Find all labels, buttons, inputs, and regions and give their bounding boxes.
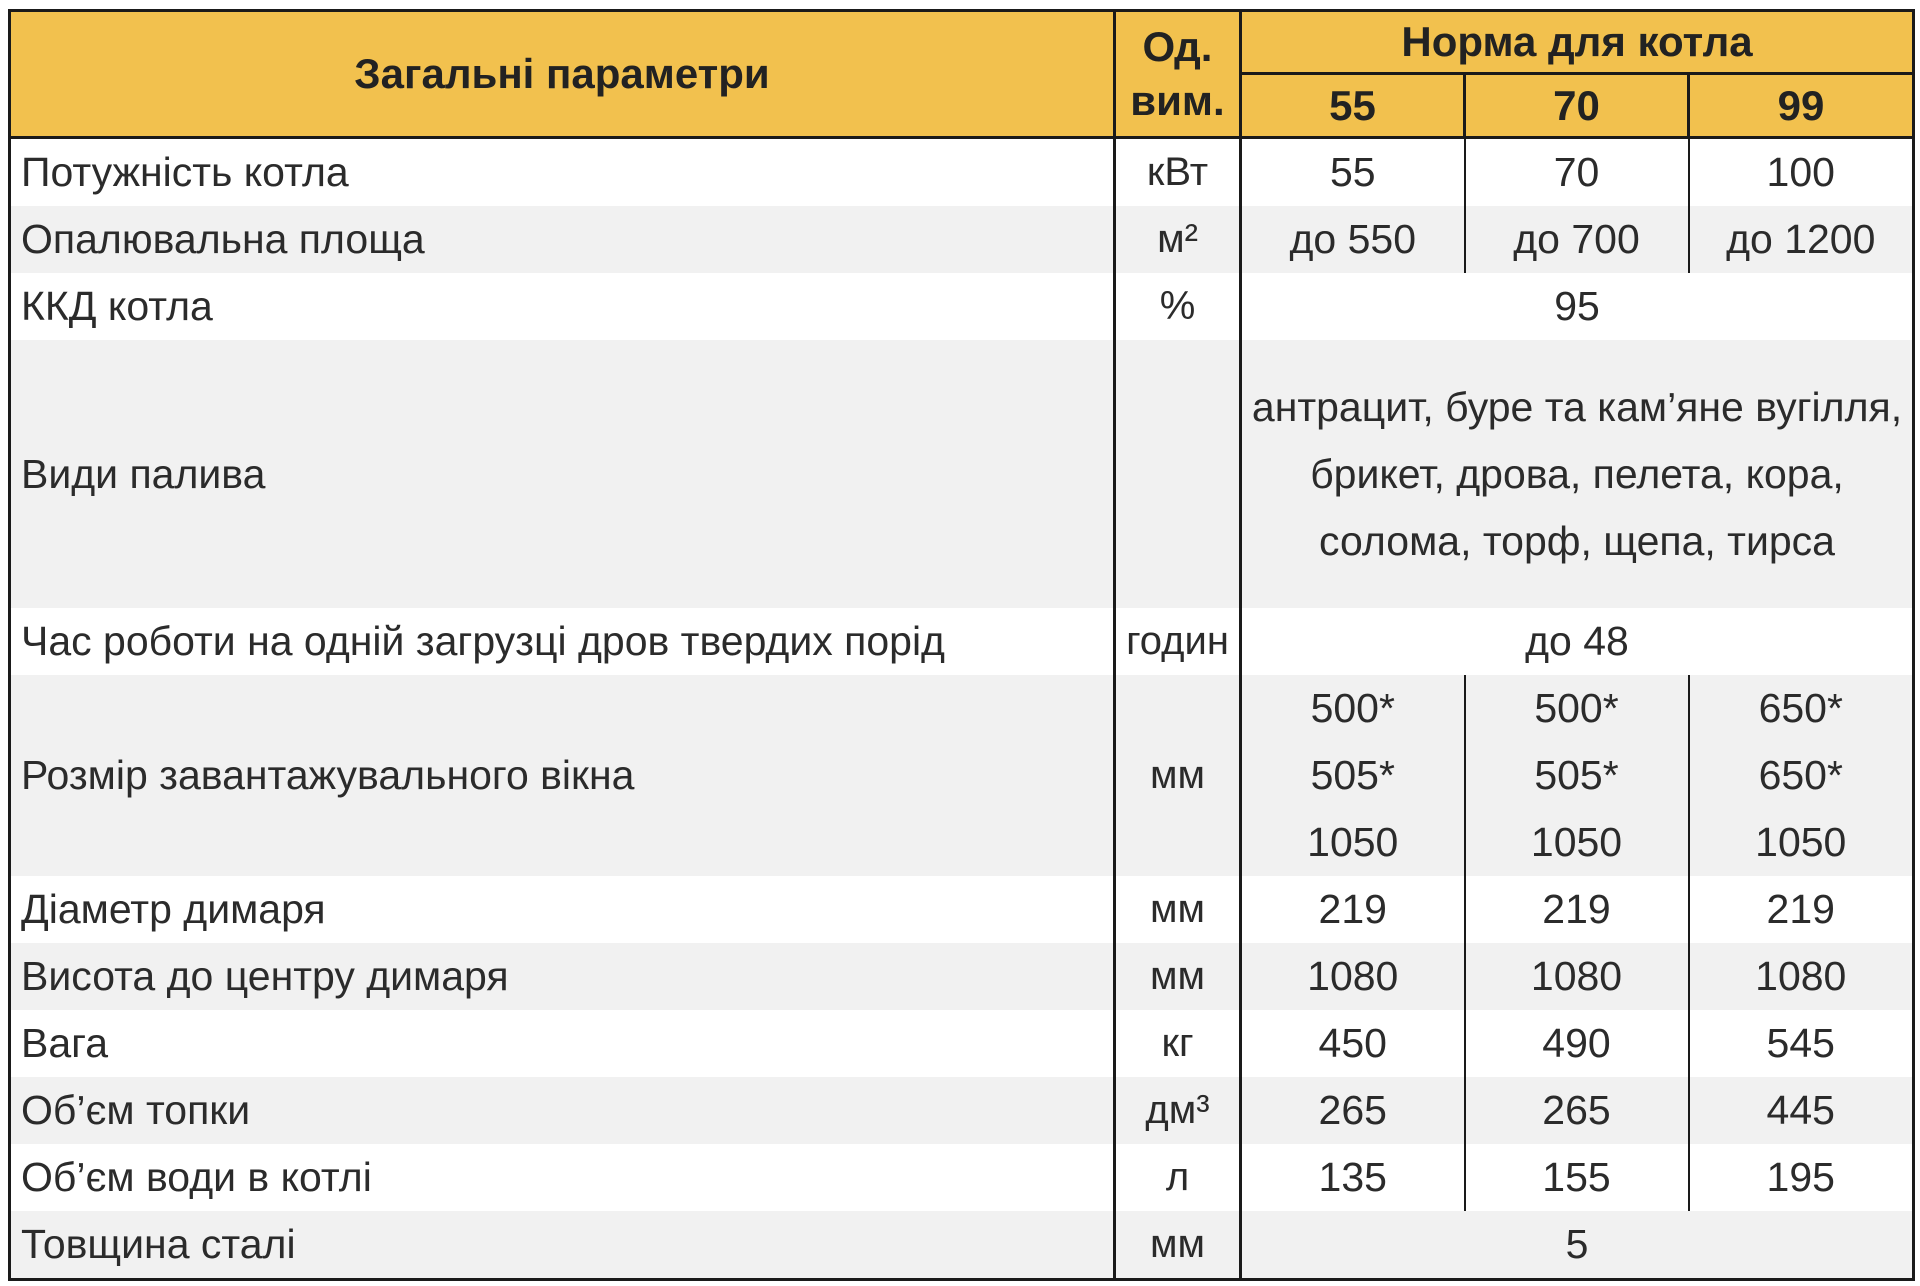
row-area <box>10 206 1914 273</box>
value-70: до 700 <box>1465 206 1689 273</box>
value-99: 219 <box>1689 876 1914 943</box>
value-99: 195 <box>1689 1144 1914 1211</box>
window-99-line3: 1050 <box>1755 819 1847 865</box>
value-55: до 550 <box>1241 206 1465 273</box>
window-70-line2: 505* <box>1534 752 1619 798</box>
value-55: 135 <box>1241 1144 1465 1211</box>
window-55-line1: 500* <box>1310 685 1395 731</box>
row-efficiency <box>10 273 1914 340</box>
param-unit: кг <box>1115 1010 1241 1077</box>
row-fuel <box>10 340 1914 608</box>
row-steel <box>10 1211 1914 1280</box>
window-99-line2: 650* <box>1758 752 1843 798</box>
row-water <box>10 1144 1914 1211</box>
param-unit: мм <box>1115 675 1241 876</box>
param-unit: дм³ <box>1115 1077 1241 1144</box>
value-55: 1080 <box>1241 943 1465 1010</box>
param-unit: мм <box>1115 943 1241 1010</box>
param-name: ККД котла <box>10 273 1115 340</box>
boiler-spec-table <box>8 9 1915 1281</box>
value-99: 1080 <box>1689 943 1914 1010</box>
value-all: антрацит, буре та кам’яне вугілля, брикет, дрова, пелета, кора, солома, торф, щепа, тирса <box>1241 340 1914 608</box>
param-name: Об’єм води в котлі <box>10 1144 1115 1211</box>
window-99-line1: 650* <box>1758 685 1843 731</box>
param-name: Розмір завантажувального вікна <box>10 675 1115 876</box>
window-55-line3: 1050 <box>1307 819 1399 865</box>
value-55: 265 <box>1241 1077 1465 1144</box>
header-unit-line2: вим. <box>1130 77 1225 124</box>
row-chimney-height <box>10 943 1914 1010</box>
header-model-70: 70 <box>1465 74 1689 138</box>
value-all: 95 <box>1241 273 1914 340</box>
header-norm: Норма для котла <box>1241 11 1914 74</box>
window-55-line2: 505* <box>1310 752 1395 798</box>
value-99 <box>1689 675 1914 876</box>
row-weight <box>10 1010 1914 1077</box>
window-70-line1: 500* <box>1534 685 1619 731</box>
param-unit: % <box>1115 273 1241 340</box>
header-general-params: Загальні параметри <box>10 11 1115 138</box>
row-runtime <box>10 608 1914 675</box>
header-row-top <box>10 11 1914 74</box>
value-55: 450 <box>1241 1010 1465 1077</box>
header-model-55: 55 <box>1241 74 1465 138</box>
param-name: Потужність котла <box>10 138 1115 207</box>
value-70: 490 <box>1465 1010 1689 1077</box>
value-99: 445 <box>1689 1077 1914 1144</box>
param-name: Висота до центру димаря <box>10 943 1115 1010</box>
value-70: 1080 <box>1465 943 1689 1010</box>
value-55: 55 <box>1241 138 1465 207</box>
param-unit <box>1115 340 1241 608</box>
value-70: 70 <box>1465 138 1689 207</box>
param-name: Об’єм топки <box>10 1077 1115 1144</box>
param-name: Опалювальна площа <box>10 206 1115 273</box>
value-55 <box>1241 675 1465 876</box>
param-name: Час роботи на одній загрузці дров твердих порід <box>10 608 1115 675</box>
value-70: 219 <box>1465 876 1689 943</box>
header-unit <box>1115 11 1241 138</box>
header-unit-line1: Од. <box>1142 23 1213 70</box>
param-unit: годин <box>1115 608 1241 675</box>
value-all: до 48 <box>1241 608 1914 675</box>
param-unit: л <box>1115 1144 1241 1211</box>
param-name: Діаметр димаря <box>10 876 1115 943</box>
value-99: 100 <box>1689 138 1914 207</box>
param-unit: м² <box>1115 206 1241 273</box>
param-name: Вага <box>10 1010 1115 1077</box>
row-firebox <box>10 1077 1914 1144</box>
param-unit: кВт <box>1115 138 1241 207</box>
param-name: Товщина сталі <box>10 1211 1115 1280</box>
value-all: 5 <box>1241 1211 1914 1280</box>
param-name: Види палива <box>10 340 1115 608</box>
value-55: 219 <box>1241 876 1465 943</box>
row-chimney-diameter <box>10 876 1914 943</box>
spec-table-container <box>8 9 1912 1281</box>
window-70-line3: 1050 <box>1530 819 1623 865</box>
value-99: 545 <box>1689 1010 1914 1077</box>
value-70: 265 <box>1465 1077 1689 1144</box>
header-model-99: 99 <box>1689 74 1914 138</box>
value-70: 155 <box>1465 1144 1689 1211</box>
value-70 <box>1465 675 1689 876</box>
value-99: до 1200 <box>1689 206 1914 273</box>
row-window <box>10 675 1914 876</box>
row-power <box>10 138 1914 207</box>
param-unit: мм <box>1115 1211 1241 1280</box>
param-unit: мм <box>1115 876 1241 943</box>
